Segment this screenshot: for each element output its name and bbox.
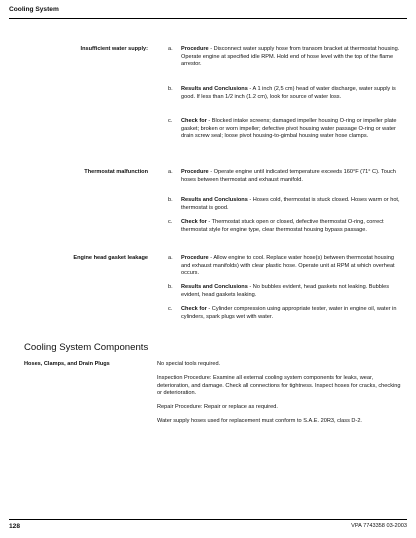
item-lead: Check for xyxy=(181,118,207,124)
components-heading: Cooling System Components xyxy=(24,342,149,353)
item-lead: Procedure xyxy=(181,169,209,175)
list-item xyxy=(168,219,400,234)
item-lead: Procedure xyxy=(181,46,209,52)
paragraph: Repair Procedure: Repair or replace as required. xyxy=(157,404,278,410)
page-number: 128 xyxy=(9,523,21,530)
item-letter: b. xyxy=(168,86,173,92)
section-label: Thermostat malfunction xyxy=(84,169,148,175)
list-item xyxy=(168,255,400,278)
item-lead: Procedure xyxy=(181,255,209,261)
item-text: - Thermostat stuck open or closed, defective thermostat O-ring, correct thermostat style for engine type, clear thermostat housing bypass passage. xyxy=(181,219,384,233)
item-text: - No bubbles evident, head gaskets not leaking. Bubbles evident, head gaskets leaking. xyxy=(181,284,390,298)
paragraph: Water supply hoses used for replacement must conform to S.A.E. 20R3, class D-2. xyxy=(157,418,362,424)
item-text: - A 1 inch (2,5 cm) head of water discharge, water supply is good. If less than 1/2 inch (1.2 cm), look for source of water loss. xyxy=(181,86,396,100)
item-letter: c. xyxy=(168,118,173,124)
item-letter: a. xyxy=(168,169,173,175)
item-text: - Cylinder compression using appropriate tester, water in engine oil, water in cylinders, spark plugs wet with water. xyxy=(181,306,397,320)
item-letter: b. xyxy=(168,284,173,290)
paragraph: Inspection Procedure: Examine all external cooling system components for leaks, wear, deterioration, and damage. Check all connections for tightness. Inspect hoses for cracks, checking or deterioration. xyxy=(157,375,401,397)
item-lead: Results and Conclusions xyxy=(181,284,248,290)
document-id: VPA 7743358 03-2003 xyxy=(351,523,407,529)
list-item xyxy=(168,284,400,299)
list-item xyxy=(168,86,400,101)
list-item xyxy=(168,306,400,321)
item-letter: a. xyxy=(168,46,173,52)
list-item xyxy=(168,197,400,212)
item-lead: Check for xyxy=(181,306,207,312)
item-text: - Disconnect water supply hose from transom bracket at thermostat housing. Operate engine at specified idle RPM. Hold end of hose level with the top of the flame arrestor. xyxy=(181,46,400,68)
item-lead: Results and Conclusions xyxy=(181,86,248,92)
section-label: Engine head gasket leakage xyxy=(73,255,148,261)
list-item xyxy=(168,46,400,69)
list-item xyxy=(168,118,400,141)
paragraph: No special tools required. xyxy=(157,361,221,367)
item-letter: c. xyxy=(168,219,173,225)
hoses-label: Hoses, Clamps, and Drain Plugs xyxy=(24,361,110,367)
page-header-title: Cooling System xyxy=(9,6,59,13)
item-lead: Results and Conclusions xyxy=(181,197,248,203)
item-letter: a. xyxy=(168,255,173,261)
item-lead: Check for xyxy=(181,219,207,225)
item-letter: b. xyxy=(168,197,173,203)
item-text: - Allow engine to cool. Replace water hose(s) between thermostat housing and exhaust manifolds) with clear plastic hose. Operate unit at RPM at which overheat occurs. xyxy=(181,255,395,277)
header-rule xyxy=(9,18,407,19)
item-text: - Operate engine until indicated temperature exceeds 160°F (71° C). Touch hoses between thermostat and exhaust manifold. xyxy=(181,169,396,183)
list-item xyxy=(168,169,400,184)
item-text: - Hoses cold, thermostat is stuck closed. Hoses warm or hot, thermostat is good. xyxy=(181,197,400,211)
section-label: Insufficient water supply: xyxy=(80,46,148,52)
footer-rule xyxy=(9,519,407,520)
item-letter: c. xyxy=(168,306,173,312)
item-text: - Blocked intake screens; damaged impeller housing O-ring or impeller plate gasket; broken or worn impeller; defective pivot housing water passage O-ring or water drain screw seal; loose pivot housing-to-gimbal housing water hose clamps. xyxy=(181,118,397,140)
